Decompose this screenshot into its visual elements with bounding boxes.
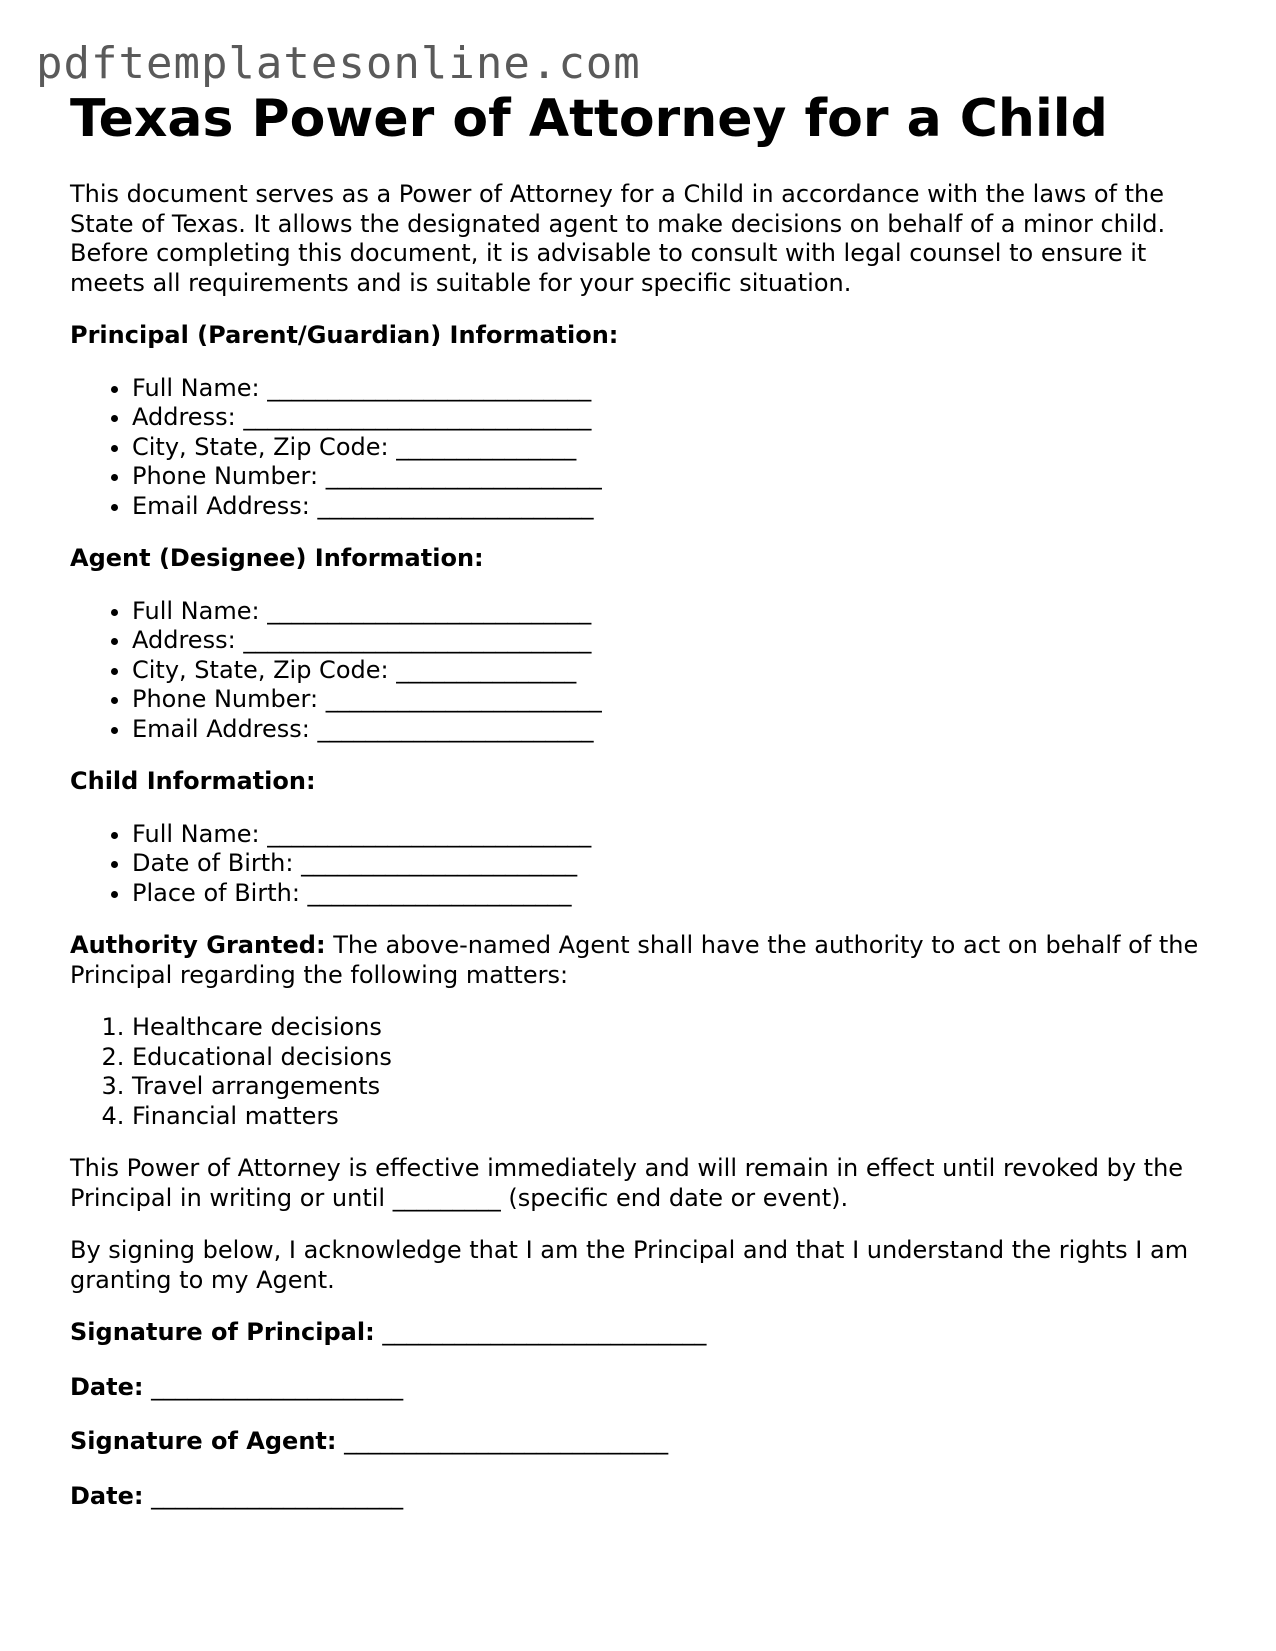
principal-phone-field: • Phone Number: _______________________ (132, 462, 1220, 492)
principal-email-field: • Email Address: _______________________ (132, 492, 1220, 522)
agent-email-blank[interactable]: _______________________ (317, 714, 594, 743)
child-fields-list (70, 820, 1220, 909)
agent-city-state-zip-field: • City, State, Zip Code: _______________ (132, 656, 1220, 686)
principal-signature-blank[interactable]: ___________________________ (382, 1318, 707, 1346)
agent-address-field: • Address: _____________________________ (132, 626, 1220, 656)
agent-fields-list (70, 597, 1220, 745)
principal-address-field: • Address: _____________________________ (132, 403, 1220, 433)
principal-full-name-blank[interactable]: ___________________________ (267, 373, 592, 402)
acknowledge-paragraph: By signing below, I acknowledge that I am the Principal and that I understand the rights I am granting to my Agent. (70, 1236, 1189, 1294)
agent-city-state-zip-blank[interactable]: _______________ (396, 655, 577, 684)
principal-date-blank[interactable]: _____________________ (151, 1372, 404, 1401)
watermark: pdftemplatesonline.com (36, 38, 641, 89)
principal-fields-list (70, 374, 1220, 522)
agent-phone-blank[interactable]: _______________________ (325, 685, 602, 713)
child-place-of-birth-blank[interactable]: ______________________ (307, 878, 572, 907)
agent-full-name-field: • Full Name: ___________________________ (132, 597, 1220, 627)
authority-item-travel: 3. Travel arrangements (132, 1072, 1220, 1102)
agent-full-name-blank[interactable]: ___________________________ (267, 596, 592, 625)
agent-email-field: • Email Address: _______________________ (132, 715, 1220, 745)
child-full-name-blank[interactable]: ___________________________ (267, 819, 592, 848)
principal-address-blank[interactable]: _____________________________ (243, 403, 592, 431)
child-date-of-birth-blank[interactable]: _______________________ (301, 849, 578, 877)
authority-paragraph (70, 931, 1220, 990)
agent-signature-line: Signature of Agent: ___________________________ (70, 1427, 669, 1455)
agent-phone-field: • Phone Number: _______________________ (132, 685, 1220, 715)
principal-city-state-zip-field: • City, State, Zip Code: _______________ (132, 433, 1220, 463)
child-heading: Child Information: (70, 767, 316, 795)
authority-label: Authority Granted: (70, 931, 326, 959)
document-title: Texas Power of Attorney for a Child (70, 89, 1108, 149)
child-date-of-birth-field: • Date of Birth: _______________________ (132, 849, 1220, 879)
principal-date-line: Date: _____________________ (70, 1372, 404, 1401)
principal-heading: Principal (Parent/Guardian) Information: (70, 321, 619, 349)
authority-list (70, 1013, 1220, 1131)
authority-item-healthcare: 1. Healthcare decisions (132, 1013, 1220, 1043)
intro-paragraph: This document serves as a Power of Attorney for a Child in accordance with the laws of the State of Texas. It allows the designated agent to make decisions on behalf of a minor child. Before completing this document, it is advisable to consult with legal counsel to ensure it meets all requirements and is suitable for your specific situation. (70, 180, 1166, 297)
effective-paragraph: This Power of Attorney is effective immediately and will remain in effect until revoked by the Principal in writing or until _________ (specific end date or event). (70, 1154, 1184, 1212)
principal-email-blank[interactable]: _______________________ (317, 491, 594, 520)
agent-date-line: Date: _____________________ (70, 1481, 404, 1510)
document-page (70, 88, 1220, 1536)
agent-heading: Agent (Designee) Information: (70, 544, 484, 572)
child-full-name-field: • Full Name: ___________________________ (132, 820, 1220, 850)
principal-full-name-field: • Full Name: ___________________________ (132, 374, 1220, 404)
principal-city-state-zip-blank[interactable]: _______________ (396, 432, 577, 461)
authority-item-financial: 4. Financial matters (132, 1102, 1220, 1132)
principal-signature-line: Signature of Principal: ___________________________ (70, 1318, 707, 1346)
agent-date-blank[interactable]: _____________________ (151, 1481, 404, 1510)
principal-phone-blank[interactable]: _______________________ (325, 462, 602, 490)
child-place-of-birth-field: • Place of Birth: ______________________ (132, 879, 1220, 909)
agent-signature-blank[interactable]: ___________________________ (344, 1427, 669, 1455)
authority-item-educational: 2. Educational decisions (132, 1043, 1220, 1073)
authority-text: The above-named Agent shall have the authority to act on behalf of the Principal regarding the following matters: (70, 931, 1199, 989)
agent-address-blank[interactable]: _____________________________ (243, 626, 592, 654)
